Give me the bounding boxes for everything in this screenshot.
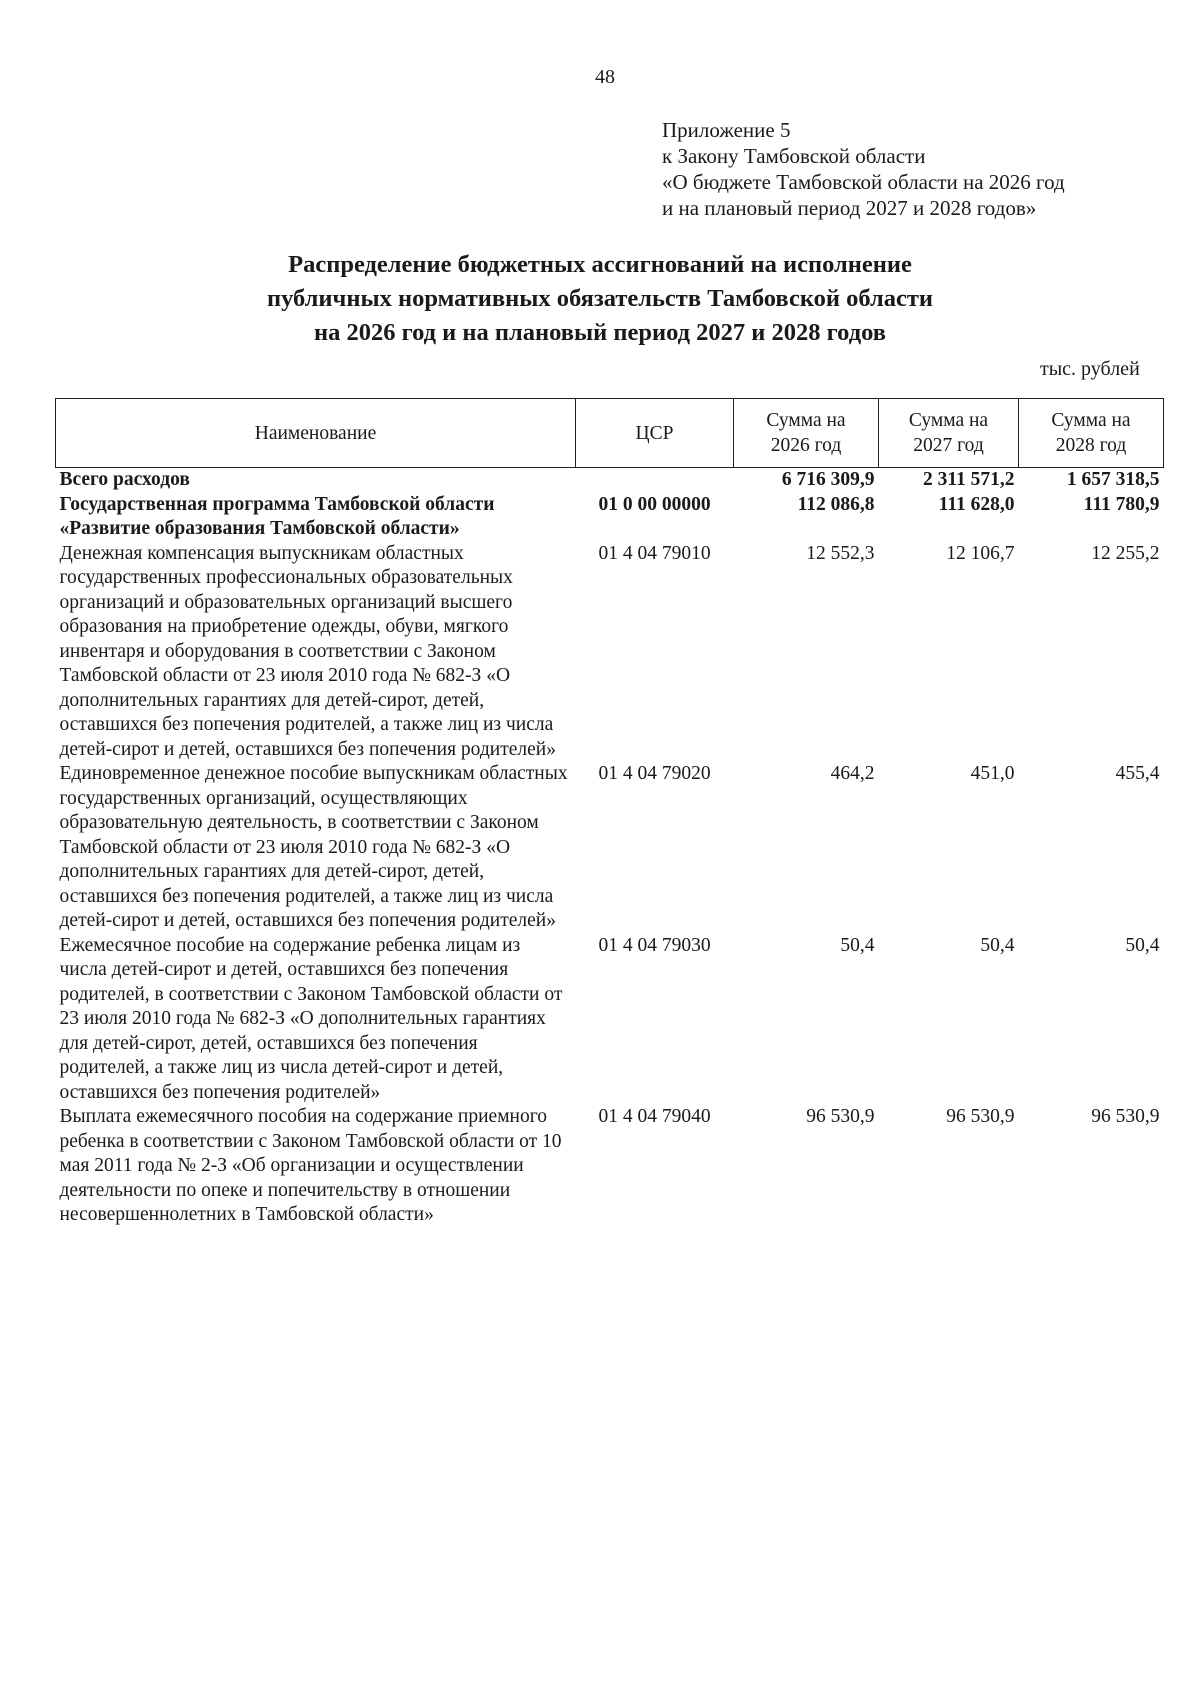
row-name: Ежемесячное пособие на содержание ребенка лицам из числа детей-сирот и детей, оставшихся без попечения родителей, в соответствии с Законом Тамбовской области от 23 июля 2010 года № 682-З «О дополнительных гарантиях для детей-сирот, детей, оставшихся без попечения родителей, а также лиц из числа детей-сирот и детей, оставшихся без попечения родителей» bbox=[59, 934, 563, 1103]
document-title bbox=[160, 248, 1040, 350]
header-2027 bbox=[879, 399, 1019, 468]
row-value-2026: 12 552,3 bbox=[806, 542, 875, 564]
title-line: Распределение бюджетных ассигнований на исполнение bbox=[288, 251, 912, 278]
row-value-2026: 50,4 bbox=[840, 934, 875, 956]
row-csr: 01 4 04 79010 bbox=[598, 542, 711, 564]
row-value-2028: 455,4 bbox=[1115, 763, 1160, 784]
header-2026-line2: 2026 год bbox=[770, 435, 842, 456]
row-value-2026: 96 530,9 bbox=[806, 1106, 875, 1127]
header-2028-line1: Сумма на bbox=[1051, 410, 1131, 431]
row-value-2028: 111 780,9 bbox=[1083, 493, 1160, 515]
row-name: Единовременное денежное пособие выпускникам областных государственных организаций, осуществляющих образовательную деятельность, в соответствии с Законом Тамбовской области от 23 июля 2010 года № 682-З «О дополнительных гарантиях для детей-сирот, детей, оставшихся без попечения родителей, а также лиц из числа детей-сирот и детей, оставшихся без попечения родителей» bbox=[59, 763, 568, 931]
table-row bbox=[56, 762, 1164, 934]
title-line: публичных нормативных обязательств Тамбовской области bbox=[266, 285, 934, 312]
budget-table bbox=[55, 398, 1164, 1228]
units-label: тыс. рублей bbox=[1040, 358, 1140, 380]
row-value-2027: 50,4 bbox=[980, 934, 1015, 956]
header-2027-line2: 2027 год bbox=[913, 435, 984, 456]
header-row bbox=[56, 399, 1164, 468]
row-value-2026: 6 716 309,9 bbox=[781, 469, 875, 490]
row-value-2026: 112 086,8 bbox=[797, 493, 875, 515]
row-value-2027: 451,0 bbox=[970, 763, 1015, 784]
row-value-2028: 1 657 318,5 bbox=[1066, 469, 1160, 490]
row-name: Государственная программа Тамбовской области «Развитие образования Тамбовской области» bbox=[59, 493, 495, 539]
row-name: Денежная компенсация выпускникам областных государственных профессиональных образовательных организаций и образовательных организаций высшего образования на приобретение одежды, обуви, мягкого инвентаря и оборудования в соответствии с Законом Тамбовской области от 23 июля 2010 года № 682-З «О дополнительных гарантиях для детей-сирот, детей, оставшихся без попечения родителей, а также лиц из числа детей-сирот и детей, оставшихся без попечения родителей» bbox=[59, 542, 556, 760]
page-number: 48 bbox=[595, 66, 615, 88]
row-csr bbox=[576, 468, 734, 493]
header-name: Наименование bbox=[56, 399, 576, 468]
table-row-total bbox=[56, 468, 1164, 493]
appendix-reference bbox=[662, 117, 1065, 221]
appendix-line: к Закону Тамбовской области bbox=[662, 144, 926, 168]
row-value-2028: 96 530,9 bbox=[1091, 1106, 1160, 1127]
row-value-2027: 111 628,0 bbox=[938, 493, 1015, 515]
table-row bbox=[56, 1105, 1164, 1228]
appendix-line: Приложение 5 bbox=[662, 118, 791, 142]
table-body bbox=[56, 468, 1164, 1228]
row-value-2028: 12 255,2 bbox=[1091, 542, 1160, 564]
header-2026 bbox=[734, 399, 879, 468]
appendix-line: и на плановый период 2027 и 2028 годов» bbox=[662, 196, 1037, 220]
row-value-2027: 96 530,9 bbox=[946, 1106, 1015, 1127]
header-2028 bbox=[1019, 399, 1164, 468]
table-row-program bbox=[56, 493, 1164, 542]
row-name: Всего расходов bbox=[59, 469, 190, 490]
row-value-2026: 464,2 bbox=[830, 763, 875, 784]
header-2027-line1: Сумма на bbox=[908, 410, 989, 431]
row-csr: 01 4 04 79030 bbox=[598, 934, 711, 956]
header-2026-line1: Сумма на bbox=[766, 410, 846, 431]
row-csr: 01 4 04 79020 bbox=[598, 763, 711, 784]
appendix-line: «О бюджете Тамбовской области на 2026 год bbox=[662, 170, 1065, 194]
row-value-2027: 2 311 571,2 bbox=[922, 469, 1015, 490]
row-csr: 01 4 04 79040 bbox=[598, 1106, 711, 1127]
table-header bbox=[56, 399, 1164, 468]
header-csr: ЦСР bbox=[576, 399, 734, 468]
row-value-2028: 50,4 bbox=[1125, 934, 1160, 956]
header-2028-line2: 2028 год bbox=[1055, 435, 1127, 456]
title-line: на 2026 год и на плановый период 2027 и 2028 годов bbox=[313, 319, 886, 346]
row-value-2027: 12 106,7 bbox=[946, 542, 1015, 564]
table-row bbox=[56, 934, 1164, 1106]
row-csr: 01 0 00 00000 bbox=[598, 493, 711, 515]
row-name: Выплата ежемесячного пособия на содержание приемного ребенка в соответствии с Законом Тамбовской области от 10 мая 2011 года № 2-З «Об организации и осуществлении деятельности по опеке и попечительству в отношении несовершеннолетних в Тамбовской области» bbox=[59, 1106, 562, 1225]
table-row bbox=[56, 542, 1164, 763]
